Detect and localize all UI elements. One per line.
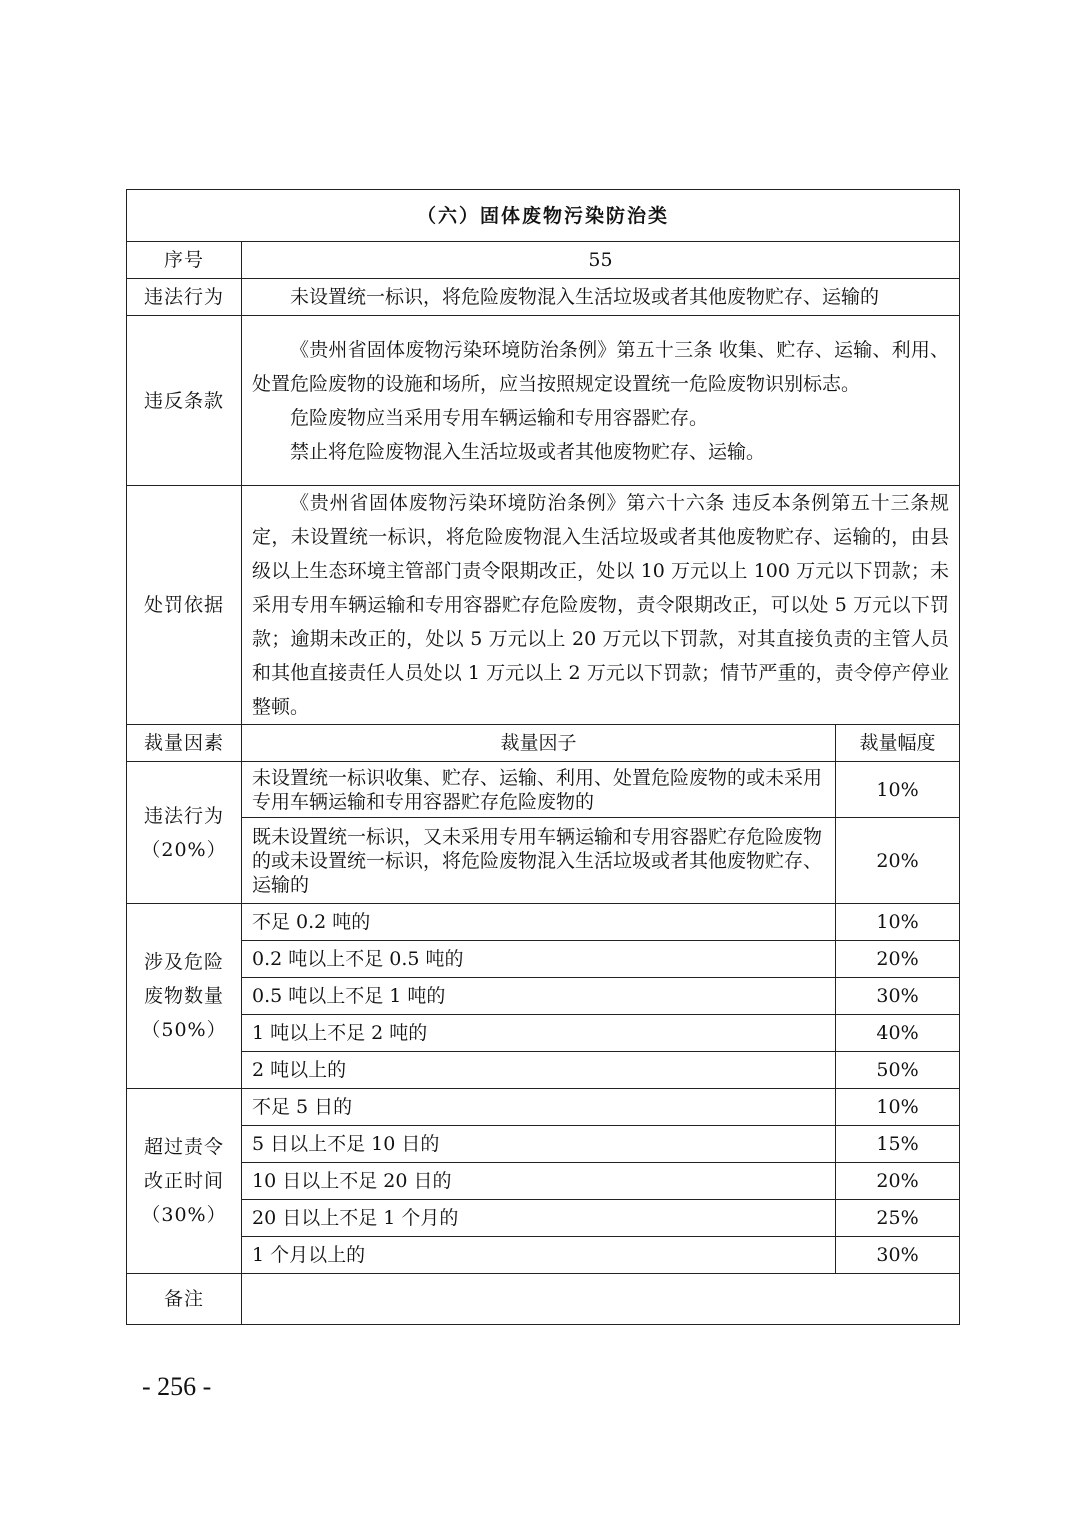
factor-text: 5 日以上不足 10 日的 <box>242 1126 836 1163</box>
table-row <box>127 904 960 941</box>
table-row <box>127 1052 960 1089</box>
factor-percentage: 10% <box>836 904 960 941</box>
table-row <box>127 1163 960 1200</box>
penalty-text-cell <box>242 486 960 725</box>
table-row <box>127 978 960 1015</box>
factor-text: 20 日以上不足 1 个月的 <box>242 1200 836 1237</box>
serial-label: 序号 <box>127 242 242 279</box>
clause-label: 违反条款 <box>127 316 242 486</box>
factor-percentage: 20% <box>836 818 960 904</box>
clause-text-cell <box>242 316 960 486</box>
serial-value: 55 <box>242 242 960 279</box>
group-label-violation: 违法行为 （20%） <box>127 762 242 904</box>
discretion-table <box>126 189 960 1325</box>
range-header: 裁量幅度 <box>836 725 960 762</box>
table-row <box>127 1237 960 1274</box>
page-number: - 256 - <box>142 1372 212 1401</box>
table-title: （六）固体废物污染防治类 <box>127 190 960 242</box>
table-row <box>127 1089 960 1126</box>
violation-text: 未设置统一标识，将危险废物混入生活垃圾或者其他废物贮存、运输的 <box>290 286 880 308</box>
clause-paragraph: 禁止将危险废物混入生活垃圾或者其他废物贮存、运输。 <box>290 440 766 463</box>
factor-percentage: 20% <box>836 941 960 978</box>
penalty-label: 处罚依据 <box>127 486 242 725</box>
remark-value <box>242 1274 960 1325</box>
factor-percentage: 10% <box>836 1089 960 1126</box>
table-row <box>127 941 960 978</box>
group-label-quantity: 涉及危险 废物数量 （50%） <box>127 904 242 1089</box>
factor-text: 不足 0.2 吨的 <box>242 904 836 941</box>
factor-percentage: 25% <box>836 1200 960 1237</box>
group-label-overdue: 超过责令 改正时间 （30%） <box>127 1089 242 1274</box>
factor-percentage: 10% <box>836 762 960 818</box>
factor-text: 0.2 吨以上不足 0.5 吨的 <box>242 941 836 978</box>
factor-text: 0.5 吨以上不足 1 吨的 <box>242 978 836 1015</box>
factor-percentage: 30% <box>836 1237 960 1274</box>
table-row <box>127 1200 960 1237</box>
factor-text: 1 个月以上的 <box>242 1237 836 1274</box>
factor-percentage: 20% <box>836 1163 960 1200</box>
table-row <box>127 818 960 904</box>
violation-label: 违法行为 <box>127 279 242 316</box>
factor-percentage: 30% <box>836 978 960 1015</box>
penalty-text: 《贵州省固体废物污染环境防治条例》第六十六条 违反本条例第五十三条规定，未设置统一标识，将危险废物混入生活垃圾或者其他废物贮存、运输的，由县级以上生态环境主管部门责令限期改正，处以 10 万元以上 100 万元以下罚款；未采用专用车辆运输和专用容器贮存危险废物，责令限期改正，可以处 5 万元以下罚款；逾期未改正的，处以 5 万元以上 20 万元以下罚款，对其直接负责的主管人员和其他直接责任人员处以 1 万元以上 2 万元以下罚款；情节严重的，责令停产停业整顿。 <box>252 492 950 718</box>
table-row <box>127 762 960 818</box>
factor-text: 未设置统一标识收集、贮存、运输、利用、处置危险废物的或未采用专用车辆运输和专用容器贮存危险废物的 <box>242 762 836 818</box>
factor-percentage: 50% <box>836 1052 960 1089</box>
factor-text: 2 吨以上的 <box>242 1052 836 1089</box>
factor-text: 10 日以上不足 20 日的 <box>242 1163 836 1200</box>
factor-text: 1 吨以上不足 2 吨的 <box>242 1015 836 1052</box>
factor-text: 不足 5 日的 <box>242 1089 836 1126</box>
factor-header: 裁量因素 <box>127 725 242 762</box>
remark-label: 备注 <box>127 1274 242 1325</box>
sub-factor-header: 裁量因子 <box>242 725 836 762</box>
factor-percentage: 15% <box>836 1126 960 1163</box>
table-row <box>127 1126 960 1163</box>
violation-text-cell <box>242 279 960 316</box>
table-row <box>127 1015 960 1052</box>
clause-paragraph: 《贵州省固体废物污染环境防治条例》第五十三条 收集、贮存、运输、利用、处置危险废物的设施和场所，应当按照规定设置统一危险废物识别标志。 <box>252 338 950 395</box>
factor-percentage: 40% <box>836 1015 960 1052</box>
clause-paragraph: 危险废物应当采用专用车辆运输和专用容器贮存。 <box>290 406 709 429</box>
factor-text: 既未设置统一标识，又未采用专用车辆运输和专用容器贮存危险废物的或未设置统一标识，将危险废物混入生活垃圾或者其他废物贮存、运输的 <box>242 818 836 904</box>
